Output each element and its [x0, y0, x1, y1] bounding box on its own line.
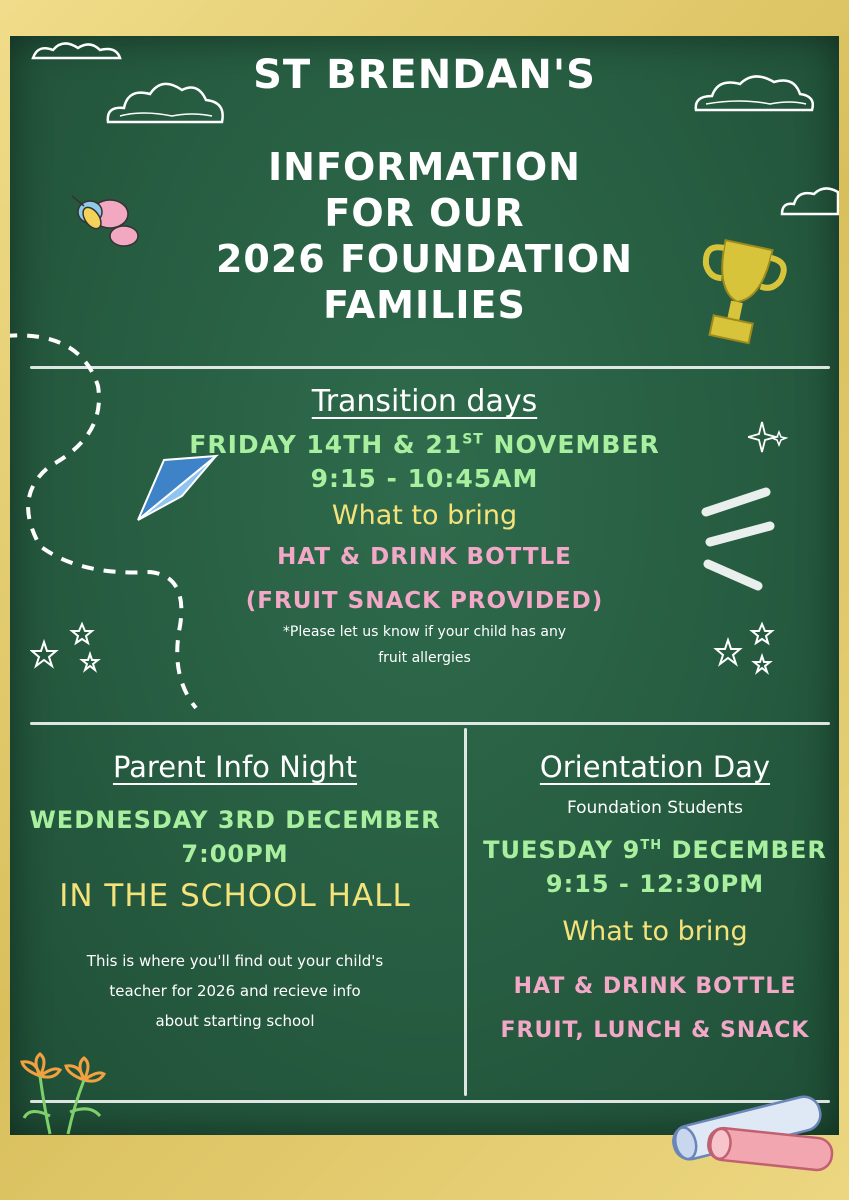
headline-line-2: FOR OUR: [324, 191, 525, 235]
transition-bring-item-1: HAT & DRINK BOTTLE: [277, 544, 572, 570]
chalk-icon: [660, 1070, 840, 1180]
transition-bring-label: What to bring: [331, 500, 518, 531]
transition-bring-item-2: (FRUIT SNACK PROVIDED): [245, 588, 604, 614]
divider-vertical: [464, 728, 467, 1096]
transition-date-end: NOVEMBER: [483, 430, 660, 459]
orientation-date-main: TUESDAY 9: [483, 836, 641, 864]
orientation-subtitle: Foundation Students: [566, 798, 744, 818]
orientation-date-sup: TH: [640, 838, 663, 853]
parent-night-desc-line-3: about starting school: [155, 1012, 315, 1030]
orientation-bring-item-2: FRUIT, LUNCH & SNACK: [500, 1018, 810, 1043]
orientation-bring-label: What to bring: [562, 916, 748, 947]
headline-line-4: FAMILIES: [323, 283, 526, 327]
parent-night-title: Parent Info Night: [112, 750, 358, 784]
transition-date: [10, 430, 839, 459]
transition-date-main: FRIDAY 14TH & 21: [189, 430, 463, 459]
orientation-time: 9:15 - 12:30PM: [545, 870, 765, 898]
headline: [10, 144, 839, 328]
orientation-date: [480, 836, 830, 864]
transition-note-line-1: *Please let us know if your child has any: [282, 624, 567, 640]
parent-night-desc-line-2: teacher for 2026 and recieve info: [109, 982, 361, 1000]
headline-line-3: 2026 FOUNDATION: [215, 237, 634, 281]
parent-night-desc-line-1: This is where you'll find out your child's: [86, 952, 384, 970]
school-name: ST BRENDAN'S: [253, 52, 596, 98]
orientation-bring-item-1: HAT & DRINK BOTTLE: [513, 974, 797, 999]
transition-title: Transition days: [311, 384, 538, 419]
parent-night-time: 7:00PM: [181, 840, 289, 868]
headline-line-1: INFORMATION: [268, 145, 581, 189]
chalkboard: [10, 36, 839, 1135]
divider-middle: [30, 722, 830, 725]
parent-night-location: IN THE SCHOOL HALL: [59, 878, 411, 914]
transition-note-line-2: fruit allergies: [378, 650, 471, 666]
parent-night-date: WEDNESDAY 3RD DECEMBER: [29, 806, 441, 834]
orientation-date-end: DECEMBER: [662, 836, 827, 864]
flower-icon: [10, 1046, 120, 1135]
transition-time: 9:15 - 10:45AM: [310, 464, 539, 493]
orientation-title: Orientation Day: [539, 750, 771, 784]
transition-date-sup: ST: [462, 431, 484, 448]
